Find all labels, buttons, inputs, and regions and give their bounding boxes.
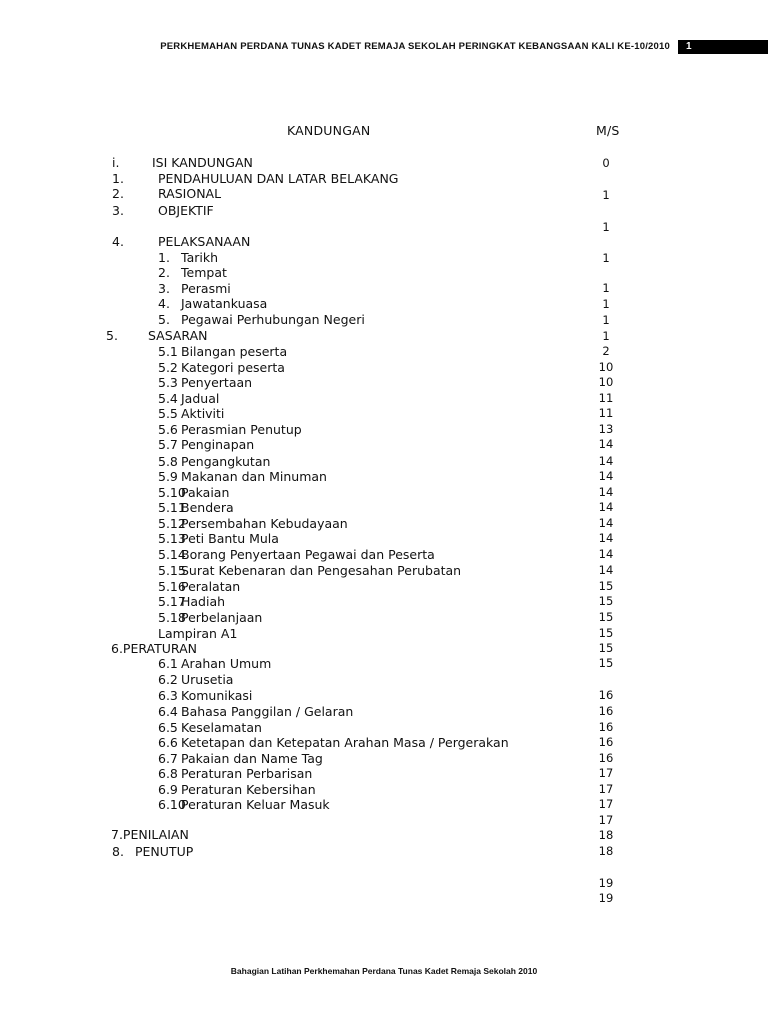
toc-entry-number: 6.6 bbox=[158, 735, 178, 750]
toc-page-number: 14 bbox=[598, 516, 614, 530]
toc-entry-label: 7.PENILAIAN bbox=[111, 827, 189, 842]
toc-entry bbox=[0, 688, 768, 703]
toc-entry-number: 6.2 bbox=[158, 672, 178, 687]
toc-page-number: 2 bbox=[602, 344, 610, 358]
toc-entry-number: 5.9 bbox=[158, 469, 178, 484]
toc-entry bbox=[0, 547, 768, 562]
toc-page-number: 17 bbox=[598, 782, 614, 796]
toc-page-number: 14 bbox=[598, 531, 614, 545]
toc-entry-number: 5. bbox=[106, 328, 118, 343]
toc-entry-label: Komunikasi bbox=[181, 688, 253, 703]
toc-entry-number: 3. bbox=[158, 281, 170, 296]
toc-entry-number: 5.13 bbox=[158, 531, 186, 546]
toc-page-number: 1 bbox=[602, 220, 610, 234]
toc-entry bbox=[0, 751, 768, 766]
toc-entry bbox=[0, 531, 768, 546]
page-footer: Bahagian Latihan Perkhemahan Perdana Tunas Kadet Remaja Sekolah 2010 bbox=[230, 966, 538, 976]
toc-entry bbox=[0, 437, 768, 452]
toc-entry-number: 6.8 bbox=[158, 766, 178, 781]
toc-page-number: 14 bbox=[598, 454, 614, 468]
toc-entry bbox=[0, 406, 768, 421]
toc-entry-label: Perasmi bbox=[181, 281, 231, 296]
toc-entry-number: 2. bbox=[158, 265, 170, 280]
toc-entry bbox=[0, 827, 768, 842]
toc-page-number: 11 bbox=[598, 391, 614, 405]
toc-entry-number: 6.4 bbox=[158, 704, 178, 719]
toc-entry-number: 1. bbox=[158, 250, 170, 265]
toc-heading: KANDUNGAN bbox=[287, 123, 371, 138]
toc-entry-label: Penginapan bbox=[181, 437, 255, 452]
toc-entry bbox=[0, 328, 768, 343]
toc-entry-number: 5.8 bbox=[158, 454, 178, 469]
toc-entry-label: Persembahan Kebudayaan bbox=[181, 516, 348, 531]
page-number-badge: 1 bbox=[678, 40, 768, 54]
toc-page-number: 1 bbox=[602, 251, 610, 265]
page-header bbox=[0, 40, 768, 54]
toc-page-number: 1 bbox=[602, 281, 610, 295]
toc-entry-number: 1. bbox=[112, 171, 124, 186]
toc-entry bbox=[0, 579, 768, 594]
toc-entry bbox=[0, 312, 768, 327]
toc-entry-label: RASIONAL bbox=[158, 186, 222, 201]
toc-entry-number: 5.10 bbox=[158, 485, 186, 500]
toc-entry bbox=[0, 281, 768, 296]
toc-entry-label: 6.PERATURAN bbox=[111, 641, 197, 656]
toc-entry-label: Pengangkutan bbox=[181, 454, 271, 469]
toc-entry-label: Pakaian bbox=[181, 485, 230, 500]
toc-entry bbox=[0, 265, 768, 280]
toc-entry-number: 5.15 bbox=[158, 563, 186, 578]
toc-entry bbox=[0, 844, 768, 859]
toc-entry-label: PENDAHULUAN DAN LATAR BELAKANG bbox=[158, 171, 399, 186]
toc-entry-label: Hadiah bbox=[181, 594, 226, 609]
toc-entry bbox=[0, 234, 768, 249]
toc-entry-label: Urusetia bbox=[181, 672, 234, 687]
page-column-heading: M/S bbox=[596, 123, 620, 138]
toc-page-number: 17 bbox=[598, 797, 614, 811]
toc-entry-number: 6.3 bbox=[158, 688, 178, 703]
toc-page-number: 16 bbox=[598, 735, 614, 749]
toc-entry-label: Bilangan peserta bbox=[181, 344, 288, 359]
toc-entry-label: OBJEKTIF bbox=[158, 203, 214, 218]
toc-entry-label: Ketetapan dan Ketepatan Arahan Masa / Pergerakan bbox=[181, 735, 509, 750]
toc-page-number: 15 bbox=[598, 579, 614, 593]
toc-entry-label: Jawatankuasa bbox=[181, 296, 268, 311]
toc-entry bbox=[0, 656, 768, 671]
toc-entry bbox=[0, 704, 768, 719]
toc-entry-number: i. bbox=[112, 155, 120, 170]
toc-page-number: 11 bbox=[598, 406, 614, 420]
toc-entry-label: PENUTUP bbox=[135, 844, 194, 859]
toc-entry-label: Kategori peserta bbox=[181, 360, 285, 375]
toc-entry-label: Peralatan bbox=[181, 579, 241, 594]
toc-page-number: 18 bbox=[598, 844, 614, 858]
toc-page-number: 14 bbox=[598, 437, 614, 451]
toc-entry-number: 5. bbox=[158, 312, 170, 327]
toc-page-number: 14 bbox=[598, 500, 614, 514]
toc-page-number: 14 bbox=[598, 563, 614, 577]
toc-entry bbox=[0, 782, 768, 797]
toc-page-number: 1 bbox=[602, 297, 610, 311]
toc-entry bbox=[0, 250, 768, 265]
toc-entry-label: Borang Penyertaan Pegawai dan Peserta bbox=[181, 547, 435, 562]
toc-entry bbox=[0, 672, 768, 687]
toc-entry-number: 5.6 bbox=[158, 422, 178, 437]
toc-page-number: 14 bbox=[598, 469, 614, 483]
toc-entry bbox=[0, 626, 768, 641]
toc-entry bbox=[0, 500, 768, 515]
toc-entry bbox=[0, 797, 768, 812]
toc-entry bbox=[0, 766, 768, 781]
toc-entry-label: Pakaian dan Name Tag bbox=[181, 751, 323, 766]
toc-entry bbox=[0, 563, 768, 578]
toc-page-number: 19 bbox=[598, 891, 614, 905]
toc-page-number: 18 bbox=[598, 828, 614, 842]
toc-entry-label: Perasmian Penutup bbox=[181, 422, 302, 437]
toc-entry-label: ISI KANDUNGAN bbox=[152, 155, 253, 170]
toc-entry-number: 3. bbox=[112, 203, 124, 218]
toc-entry-number: 5.4 bbox=[158, 391, 178, 406]
toc-entry-number: 5.2 bbox=[158, 360, 178, 375]
toc-entry-label: Peti Bantu Mula bbox=[181, 531, 279, 546]
toc-entry bbox=[0, 391, 768, 406]
toc-entry-number: 5.11 bbox=[158, 500, 186, 515]
toc-entry bbox=[0, 186, 768, 201]
toc-entry-label: Peraturan Keluar Masuk bbox=[181, 797, 330, 812]
toc-entry-number: 5.12 bbox=[158, 516, 186, 531]
header-title: PERKHEMAHAN PERDANA TUNAS KADET REMAJA SEKOLAH PERINGKAT KEBANGSAAN KALI KE-10/2010 bbox=[160, 41, 670, 52]
toc-page-number: 15 bbox=[598, 610, 614, 624]
toc-entry-label: Tempat bbox=[181, 265, 227, 280]
toc-entry-number: 5.16 bbox=[158, 579, 186, 594]
toc-entry-label: Peraturan Perbarisan bbox=[181, 766, 313, 781]
toc-entry bbox=[0, 155, 768, 170]
toc-entry-label: SASARAN bbox=[148, 328, 208, 343]
toc-entry-number: 5.5 bbox=[158, 406, 178, 421]
toc-entry-number: 8. bbox=[112, 844, 124, 859]
toc-entry bbox=[0, 720, 768, 735]
toc-page-number: 14 bbox=[598, 485, 614, 499]
toc-entry-number: 5.1 bbox=[158, 344, 178, 359]
toc-entry-label: Makanan dan Minuman bbox=[181, 469, 327, 484]
toc-entry bbox=[0, 454, 768, 469]
toc-entry-label: Lampiran A1 bbox=[158, 626, 238, 641]
toc-entry-label: Tarikh bbox=[181, 250, 218, 265]
toc-entry bbox=[0, 516, 768, 531]
toc-entry bbox=[0, 469, 768, 484]
toc-entry-label: Arahan Umum bbox=[181, 656, 272, 671]
toc-page-number: 0 bbox=[602, 156, 610, 170]
toc-entry-number: 5.7 bbox=[158, 437, 178, 452]
toc-entry-label: Perbelanjaan bbox=[181, 610, 263, 625]
toc-entry-label: Aktiviti bbox=[181, 406, 225, 421]
toc-entry-label: Jadual bbox=[181, 391, 220, 406]
toc-page-number: 13 bbox=[598, 422, 614, 436]
toc-page-number: 16 bbox=[598, 704, 614, 718]
toc-entry bbox=[0, 360, 768, 375]
toc-page-number: 16 bbox=[598, 688, 614, 702]
toc-entry-label: Pegawai Perhubungan Negeri bbox=[181, 312, 365, 327]
toc-entry bbox=[0, 344, 768, 359]
toc-entry bbox=[0, 485, 768, 500]
toc-entry bbox=[0, 171, 768, 186]
toc-entry bbox=[0, 735, 768, 750]
toc-page-number: 1 bbox=[602, 188, 610, 202]
toc-entry bbox=[0, 296, 768, 311]
toc-entry-number: 6.7 bbox=[158, 751, 178, 766]
toc-entry-number: 6.10 bbox=[158, 797, 186, 812]
toc-entry-number: 4. bbox=[112, 234, 124, 249]
toc-page-number: 10 bbox=[598, 360, 614, 374]
toc-entry-label: Bahasa Panggilan / Gelaran bbox=[181, 704, 354, 719]
toc-entry-number: 2. bbox=[112, 186, 124, 201]
toc-page-number: 15 bbox=[598, 641, 614, 655]
toc-page-number: 19 bbox=[598, 876, 614, 890]
toc-entry-number: 6.5 bbox=[158, 720, 178, 735]
toc-page-number: 14 bbox=[598, 547, 614, 561]
toc-page-number: 15 bbox=[598, 656, 614, 670]
toc-page-number: 17 bbox=[598, 766, 614, 780]
toc-page-number: 15 bbox=[598, 626, 614, 640]
toc-entry-number: 6.1 bbox=[158, 656, 178, 671]
toc-page-number: 10 bbox=[598, 375, 614, 389]
toc-entry-number: 4. bbox=[158, 296, 170, 311]
toc-entry bbox=[0, 641, 768, 656]
toc-entry-label: Surat Kebenaran dan Pengesahan Perubatan bbox=[181, 563, 462, 578]
toc-entry bbox=[0, 594, 768, 609]
toc-entry bbox=[0, 203, 768, 218]
toc-page-number: 16 bbox=[598, 751, 614, 765]
toc-entry-number: 5.18 bbox=[158, 610, 186, 625]
toc-entry bbox=[0, 610, 768, 625]
toc-entry-number: 5.3 bbox=[158, 375, 178, 390]
toc-entry-label: Penyertaan bbox=[181, 375, 253, 390]
toc-page-number: 16 bbox=[598, 720, 614, 734]
toc-page-number: 15 bbox=[598, 594, 614, 608]
toc-entry bbox=[0, 422, 768, 437]
toc-entry-label: PELAKSANAAN bbox=[158, 234, 251, 249]
toc-entry-label: Peraturan Kebersihan bbox=[181, 782, 316, 797]
toc-entry-label: Bendera bbox=[181, 500, 234, 515]
toc-page-number: 1 bbox=[602, 329, 610, 343]
toc-entry-number: 5.17 bbox=[158, 594, 186, 609]
toc-page-number: 1 bbox=[602, 313, 610, 327]
toc-entry-number: 6.9 bbox=[158, 782, 178, 797]
toc-entry bbox=[0, 375, 768, 390]
toc-entry-label: Keselamatan bbox=[181, 720, 262, 735]
toc-page-number: 17 bbox=[598, 813, 614, 827]
toc-entry-number: 5.14 bbox=[158, 547, 186, 562]
